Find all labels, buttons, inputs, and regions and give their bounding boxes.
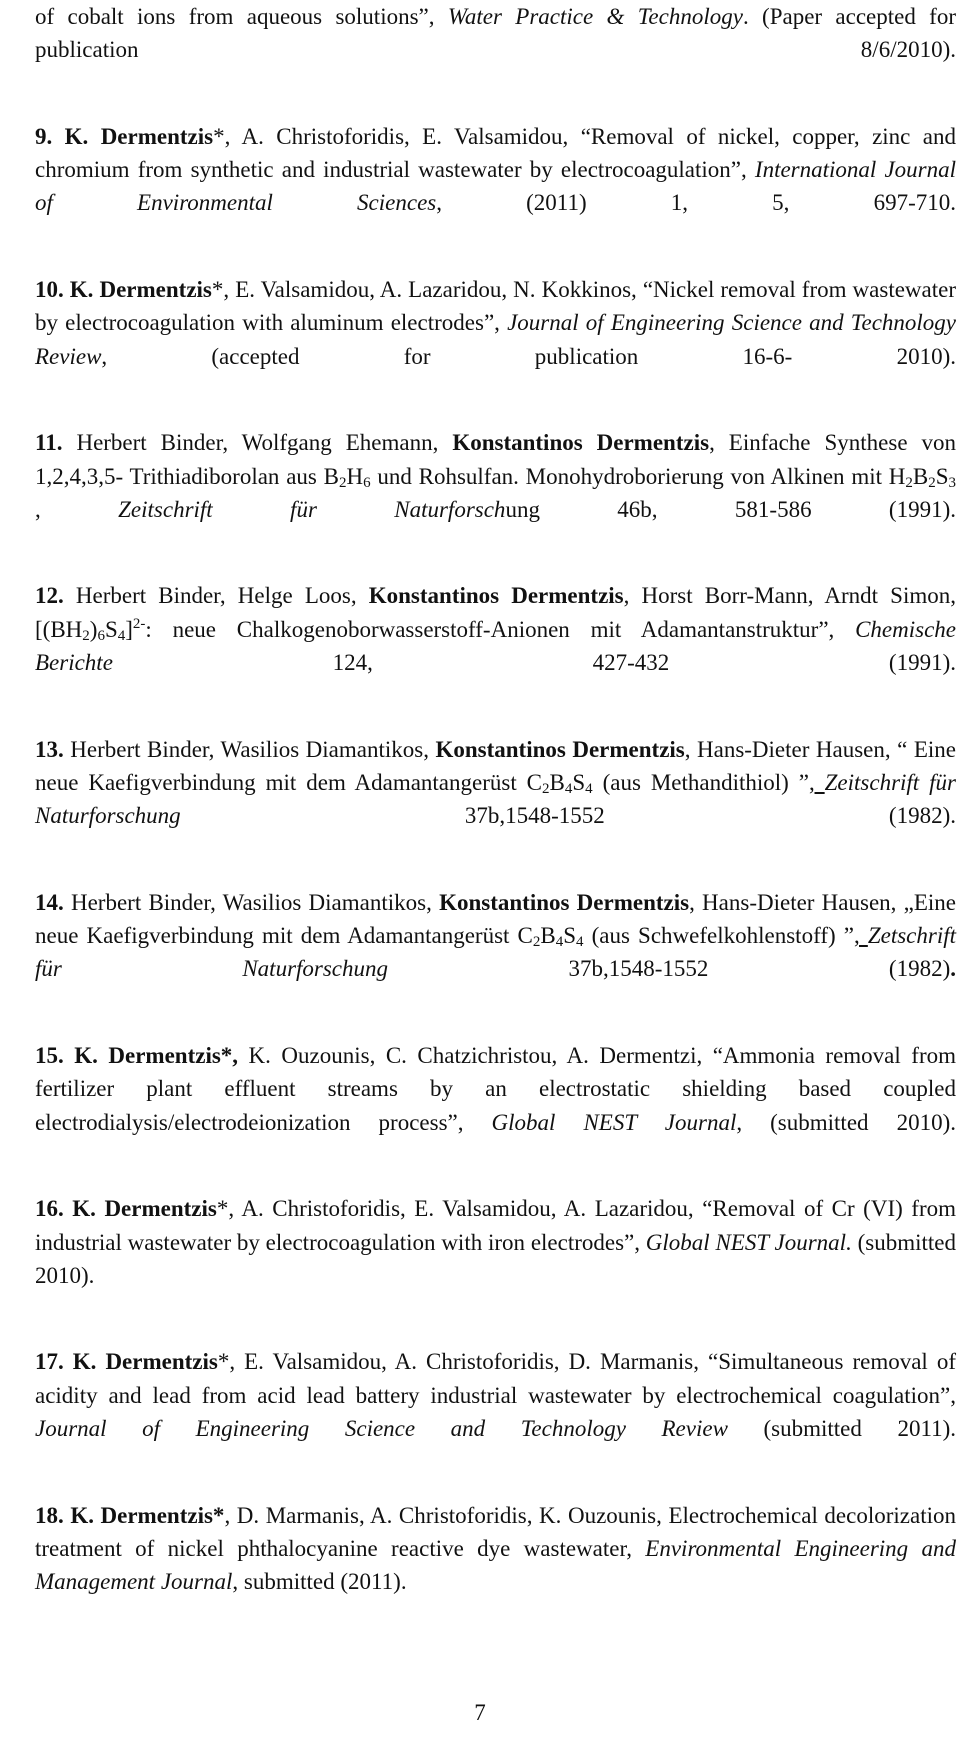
reference-text: : neue Chalkogenoborwasserstoff-Anionen mit Adamantanstruktur”, <box>145 616 856 642</box>
reference-text: , <box>35 496 119 522</box>
reference-number: 11. <box>35 430 63 456</box>
subscript: 2 <box>532 934 541 951</box>
journal-title: Zeitschrift für Naturforsch <box>118 496 506 522</box>
reference-text: (aus Schwefelkohlenstoff) ” <box>583 923 854 949</box>
reference-text: 37b,1548-1552 (1982) <box>388 956 951 982</box>
reference-text: *, E. Valsamidou, A. Christoforidis, D. Marmanis, “Simultaneous removal of acidity and lead from acid lead battery industrial wastewater by electrochemical coagulation”, <box>35 1349 956 1408</box>
reference-text: , (2011) 1, 5, 697-710. <box>436 190 956 216</box>
journal-title: Water Practice & Technology <box>447 4 743 29</box>
reference-text: , Horst Borr-Mann, Arndt Simon, [(BH <box>35 583 956 642</box>
subscript: 3 <box>948 474 957 491</box>
reference-11 <box>35 426 956 559</box>
reference-number: 13. <box>35 736 64 762</box>
subscript: 2 <box>928 474 936 491</box>
underlined-comma: , <box>808 769 825 795</box>
reference-text: ) <box>89 616 98 642</box>
reference-text: Herbert Binder, Wolfgang Ehemann, <box>62 430 453 456</box>
reference-15 <box>35 1039 956 1172</box>
superscript: 2- <box>132 615 146 632</box>
reference-number: 12. <box>35 583 64 609</box>
reference-text: Herbert Binder, Wasilios Diamantikos, <box>63 889 440 915</box>
journal-title: Global NEST Journal. <box>645 1229 852 1255</box>
reference-text: S <box>104 616 118 642</box>
reference-text: , (accepted for publication 16-6- 2010). <box>101 343 956 369</box>
reference-text: *, E. Valsamidou, A. Lazaridou, N. Kokkinos, “Nickel removal from wastewater by electrocoagulation with aluminum electrodes”, <box>35 277 956 336</box>
journal-title: International Journal of Environmental Sciences <box>35 157 956 216</box>
reference-text: B <box>540 923 556 949</box>
reference-text: , Einfache Synthese von 1,2,4,3,5- Trithiadiborolan aus B <box>35 430 956 489</box>
reference-text: K. Ouzounis, C. Chatzichristou, A. Dermentzi, “Ammonia removal from fertilizer plant effluent streams by an electrostatic shielding based coupled electrodialysis/electrodeionization process”, <box>35 1043 956 1135</box>
reference-text: *, A. Christoforidis, E. Valsamidou, A. Lazaridou, “Removal of Cr (VI) from industrial wastewater by electrocoagulation with iron electrodes”, <box>35 1196 956 1255</box>
reference-number: 10. K. Dermentzis <box>35 277 212 303</box>
author-name: Konstantinos Dermentzis <box>368 583 624 609</box>
subscript: 4 <box>564 780 573 797</box>
author-name: Konstantinos Dermentzis <box>439 889 690 915</box>
subscript: 2 <box>542 780 550 797</box>
reference-number: 16. K. Dermentzis <box>35 1196 217 1222</box>
journal-title: Chemische Berichte <box>35 616 956 676</box>
reference-text: . <box>950 956 956 982</box>
reference-text: B <box>912 463 929 489</box>
reference-text: , Hans-Dieter Hausen, “ Eine neue Kaefigverbindung mit dem Adamantangerüst C <box>35 736 956 795</box>
subscript: 6 <box>363 474 371 491</box>
reference-text: 37b,1548-1552 (1982). <box>180 803 956 829</box>
reference-16 <box>35 1192 956 1325</box>
reference-text: , D. Marmanis, A. Christoforidis, K. Ouzounis, Electrochemical decolorization treatment of nickel phthalocyanine reactive dye wastewater, <box>35 1502 956 1561</box>
reference-text: (submitted 2011). <box>727 1415 957 1441</box>
reference-17 <box>35 1345 956 1478</box>
journal-title: Global NEST Journal <box>491 1109 737 1135</box>
reference-18 <box>35 1499 956 1599</box>
reference-number: 15. K. Dermentzis*, <box>35 1043 239 1069</box>
page-number: 7 <box>474 1700 486 1725</box>
journal-title: Environmental Engineering and Management Journal <box>35 1535 957 1595</box>
reference-text: ung 46b, 581-586 (1991). <box>505 496 957 522</box>
reference-text: S <box>563 923 577 949</box>
journal-title: Zeitschrift für Naturforschung <box>35 769 956 829</box>
document-page <box>35 0 956 1598</box>
reference-8-continued <box>35 0 956 100</box>
author-name: Konstantinos Dermentzis <box>452 430 710 456</box>
subscript: 4 <box>585 780 593 797</box>
subscript: 2 <box>338 474 347 491</box>
reference-text: , Hans-Dieter Hausen, „Eine neue Kaefigverbindung mit dem Adamantangerüst C <box>35 889 956 949</box>
reference-9 <box>35 120 956 253</box>
reference-text: S <box>572 769 586 795</box>
reference-text: Herbert Binder, Helge Loos, <box>63 583 369 609</box>
reference-12 <box>35 579 956 712</box>
author-name: K. Dermentzis <box>64 123 214 149</box>
reference-number: 14. <box>35 889 64 915</box>
subscript: 4 <box>576 934 584 951</box>
subscript: 6 <box>97 627 105 644</box>
reference-text: *, A. Christoforidis, E. Valsamidou, “Removal of nickel, copper, zinc and chromium from synthetic and industrial wastewater by electrocoagulation”, <box>35 123 956 183</box>
journal-title: Zetschrift für Naturforschung <box>35 923 957 982</box>
reference-text: , submitted (2011). <box>232 1569 407 1595</box>
subscript: 2 <box>905 474 913 491</box>
reference-text: H <box>346 463 364 489</box>
journal-title: Journal of Engineering Science and Technology Review <box>35 310 957 369</box>
underlined-comma: , <box>853 923 868 949</box>
reference-text: Herbert Binder, Wasilios Diamantikos, <box>63 736 436 762</box>
subscript: 4 <box>555 934 564 951</box>
reference-text: . (Paper accepted for publication 8/6/2010). <box>35 4 956 63</box>
reference-text: , (submitted 2010). <box>736 1109 956 1135</box>
journal-title: Journal of Engineering Science and Technology Review <box>35 1415 728 1441</box>
reference-10 <box>35 273 956 406</box>
reference-number: 18. K. Dermentzis* <box>35 1502 225 1528</box>
reference-13 <box>35 733 956 866</box>
reference-14 <box>35 886 956 1019</box>
subscript: 4 <box>117 627 126 644</box>
reference-text: ] <box>125 616 133 642</box>
reference-number: 9. <box>35 123 65 149</box>
subscript: 2 <box>82 627 90 644</box>
reference-number: 17. K. Dermentzis <box>35 1349 218 1375</box>
reference-text: of cobalt ions from aqueous solutions”, <box>35 4 448 29</box>
author-name: Konstantinos Dermentzis <box>435 736 685 762</box>
reference-text: B <box>549 769 565 795</box>
reference-text: 124, 427-432 (1991). <box>112 650 956 676</box>
reference-text: und Rohsulfan. Monohydroborierung von Alkinen mit H <box>370 463 906 489</box>
reference-text: (submitted 2010). <box>35 1229 956 1288</box>
reference-text: (aus Methandithiol) ” <box>592 769 809 795</box>
reference-text: S <box>935 463 949 489</box>
